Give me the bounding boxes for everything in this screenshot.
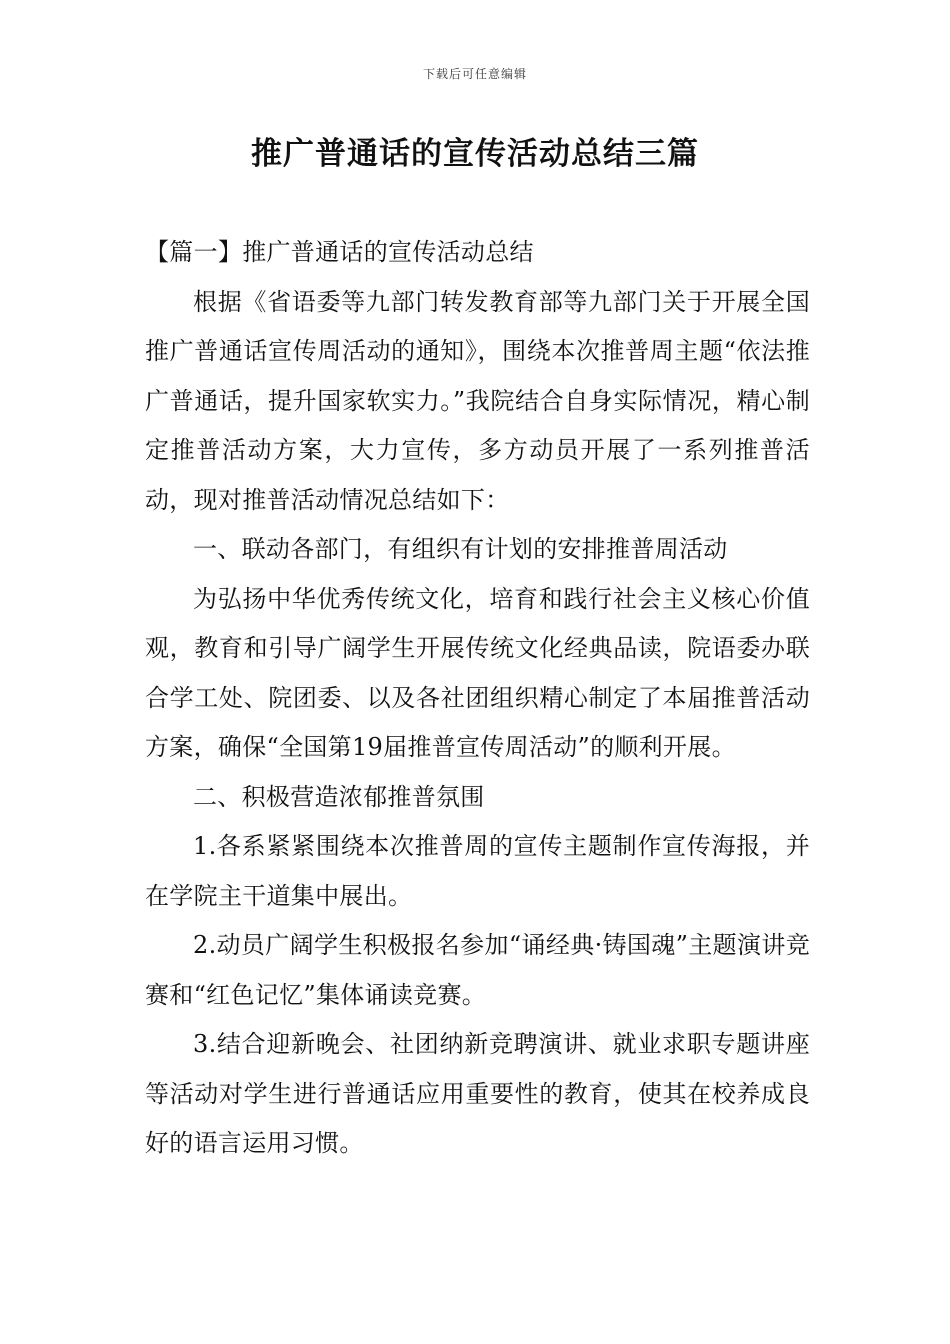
list-item-1: 1.各系紧紧围绕本次推普周的宣传主题制作宣传海报，并在学院主干道集中展出。 bbox=[145, 832, 810, 910]
document-title: 推广普通话的宣传活动总结三篇 bbox=[251, 136, 699, 172]
list-item-2: 2.动员广阔学生积极报名参加“诵经典·铸国魂”主题演讲竞赛和“红色记忆”集体诵读竞赛。 bbox=[145, 931, 810, 1009]
header-note: 下载后可任意编辑 bbox=[422, 67, 527, 81]
paragraph-one: 为弘扬中华优秀传统文化，培育和践行社会主义核心价值观，教育和引导广阔学生开展传统文化经典品读，院语委办联合学工处、院团委、以及各社团组织精心制定了本届推普活动方案，确保“全国第19届推普宣传周活动”的顺利开展。 bbox=[145, 584, 810, 761]
document-body bbox=[145, 228, 810, 1169]
paragraph-intro: 根据《省语委等九部门转发教育部等九部门关于开展全国推广普通话宣传周活动的通知》，围绕本次推普周主题“依法推广普通话，提升国家软实力。”我院结合自身实际情况，精心制定推普活动方案，大力宣传，多方动员开展了一系列推普活动，现对推普活动情况总结如下： bbox=[145, 287, 810, 514]
list-item-3: 3.结合迎新晚会、社团纳新竞聘演讲、就业求职专题讲座等活动对学生进行普通话应用重要性的教育，使其在校养成良好的语言运用习惯。 bbox=[145, 1030, 810, 1157]
subheading-two: 二、积极营造浓郁推普氛围 bbox=[193, 782, 485, 811]
subheading-one: 一、联动各部门，有组织有计划的安排推普周活动 bbox=[193, 535, 728, 563]
section-heading: 【篇一】推广普通话的宣传活动总结 bbox=[145, 238, 534, 266]
